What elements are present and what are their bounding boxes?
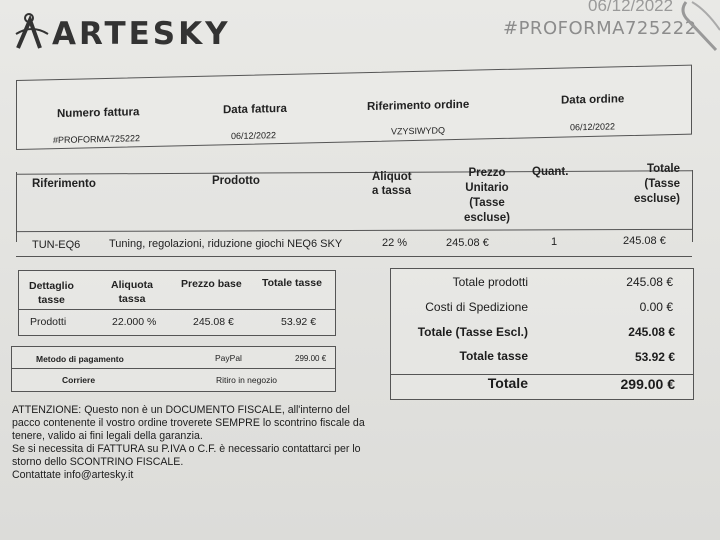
col-aliquota-l1: Aliquot xyxy=(372,171,412,183)
top-date: 06/12/2022 xyxy=(588,0,674,15)
spedizione-value: 0.00 € xyxy=(639,300,673,314)
invoice-header-box xyxy=(16,65,692,150)
tax-col-dettaglio-l1: Dettaglio xyxy=(29,280,74,292)
row-totale: 245.08 € xyxy=(623,235,666,247)
notice-line: pacco contenente il vostro ordine troverete SEMPRE lo scontrino fiscale da xyxy=(12,417,365,430)
totale-tasse-label: Totale tasse xyxy=(459,349,528,363)
data-ordine-label: Data ordine xyxy=(561,93,625,107)
data-fattura-value: 06/12/2022 xyxy=(231,130,277,142)
totale-prodotti-value: 245.08 € xyxy=(626,275,673,289)
tax-col-prezzo-base: Prezzo base xyxy=(181,278,242,290)
data-ordine-value: 06/12/2022 xyxy=(570,121,616,133)
tax-row-dettaglio: Prodotti xyxy=(30,316,67,328)
totale-label: Totale xyxy=(487,375,528,391)
corriere-value: Ritiro in negozio xyxy=(216,375,277,385)
tax-col-dettaglio-l2: tasse xyxy=(38,294,65,306)
totale-value: 299.00 € xyxy=(620,376,675,392)
col-prezzo-l2: Unitario xyxy=(465,182,509,194)
col-prodotto: Prodotto xyxy=(212,175,260,187)
col-riferimento: Riferimento xyxy=(32,178,96,190)
col-aliquota xyxy=(372,170,412,198)
tax-col-aliquota-l2: tassa xyxy=(118,293,146,305)
row-prodotto: Tuning, regolazioni, riduzione giochi NEQ6 SKY xyxy=(109,238,343,250)
tax-row-totale-tasse: 53.92 € xyxy=(281,316,317,328)
tasse-escl-value: 245.08 € xyxy=(628,325,675,339)
brand-name: ARTESKY xyxy=(52,16,231,52)
tax-row-aliquota: 22.000 % xyxy=(112,316,157,328)
col-quant: Quant. xyxy=(532,166,569,178)
tasse-escl-label: Totale (Tasse Escl.) xyxy=(417,325,528,339)
tax-col-dettaglio xyxy=(29,279,74,307)
row-riferimento: TUN-EQ6 xyxy=(32,239,81,251)
row-prezzo: 245.08 € xyxy=(446,237,489,249)
notice-text xyxy=(12,404,392,483)
totale-tasse-value: 53.92 € xyxy=(634,350,675,364)
items-table xyxy=(16,160,692,260)
tax-col-aliquota xyxy=(111,278,153,306)
payment-box xyxy=(11,346,336,392)
numero-fattura-label: Numero fattura xyxy=(57,106,140,121)
data-fattura-label: Data fattura xyxy=(223,102,287,117)
col-totale-l2: (Tasse xyxy=(644,178,680,190)
col-totale-l3: escluse) xyxy=(633,193,680,205)
notice-line: Se si necessita di FATTURA su P.IVA o C.F. è necessario contattarci per lo xyxy=(12,443,361,456)
totale-prodotti-label: Totale prodotti xyxy=(452,275,528,289)
corriere-label: Corriere xyxy=(62,375,96,385)
paperclip-icon xyxy=(676,0,720,60)
tax-row-prezzo-base: 245.08 € xyxy=(193,316,234,328)
metodo-value: PayPal xyxy=(215,353,242,363)
notice-line: storno dello SCONTRINO FISCALE. xyxy=(12,456,184,469)
col-totale-l1: Totale xyxy=(646,163,680,175)
artesky-logo-icon xyxy=(14,12,50,52)
col-totale xyxy=(624,162,680,207)
totals-box xyxy=(390,268,694,400)
col-prezzo xyxy=(452,166,522,226)
col-prezzo-l3: (Tasse xyxy=(469,197,505,209)
col-prezzo-l4: escluse) xyxy=(463,212,511,224)
metodo-label: Metodo di pagamento xyxy=(36,354,124,364)
notice-line: ATTENZIONE: Questo non è un DOCUMENTO FISCALE, all'interno del xyxy=(12,404,350,416)
riferimento-ordine-label: Riferimento ordine xyxy=(367,98,470,114)
notice-line: Contattate info@artesky.it xyxy=(12,469,134,482)
row-quant: 1 xyxy=(551,236,558,248)
spedizione-label: Costi di Spedizione xyxy=(425,300,528,314)
metodo-amount: 299.00 € xyxy=(295,354,327,363)
riferimento-ordine-value: VZYSIWYDQ xyxy=(391,125,446,137)
numero-fattura-value: #PROFORMA725222 xyxy=(53,133,141,146)
tax-col-totale-tasse: Totale tasse xyxy=(262,277,322,289)
tax-col-aliquota-l1: Aliquota xyxy=(111,279,153,291)
notice-line: tenere, valido ai fini legali della garanzia. xyxy=(12,430,203,443)
top-proforma-number: #PROFORMA725222 xyxy=(503,18,697,39)
col-prezzo-l1: Prezzo xyxy=(468,167,506,179)
col-aliquota-l2: a tassa xyxy=(372,185,412,197)
row-aliquota: 22 % xyxy=(382,237,408,249)
tax-detail-box xyxy=(18,270,336,336)
